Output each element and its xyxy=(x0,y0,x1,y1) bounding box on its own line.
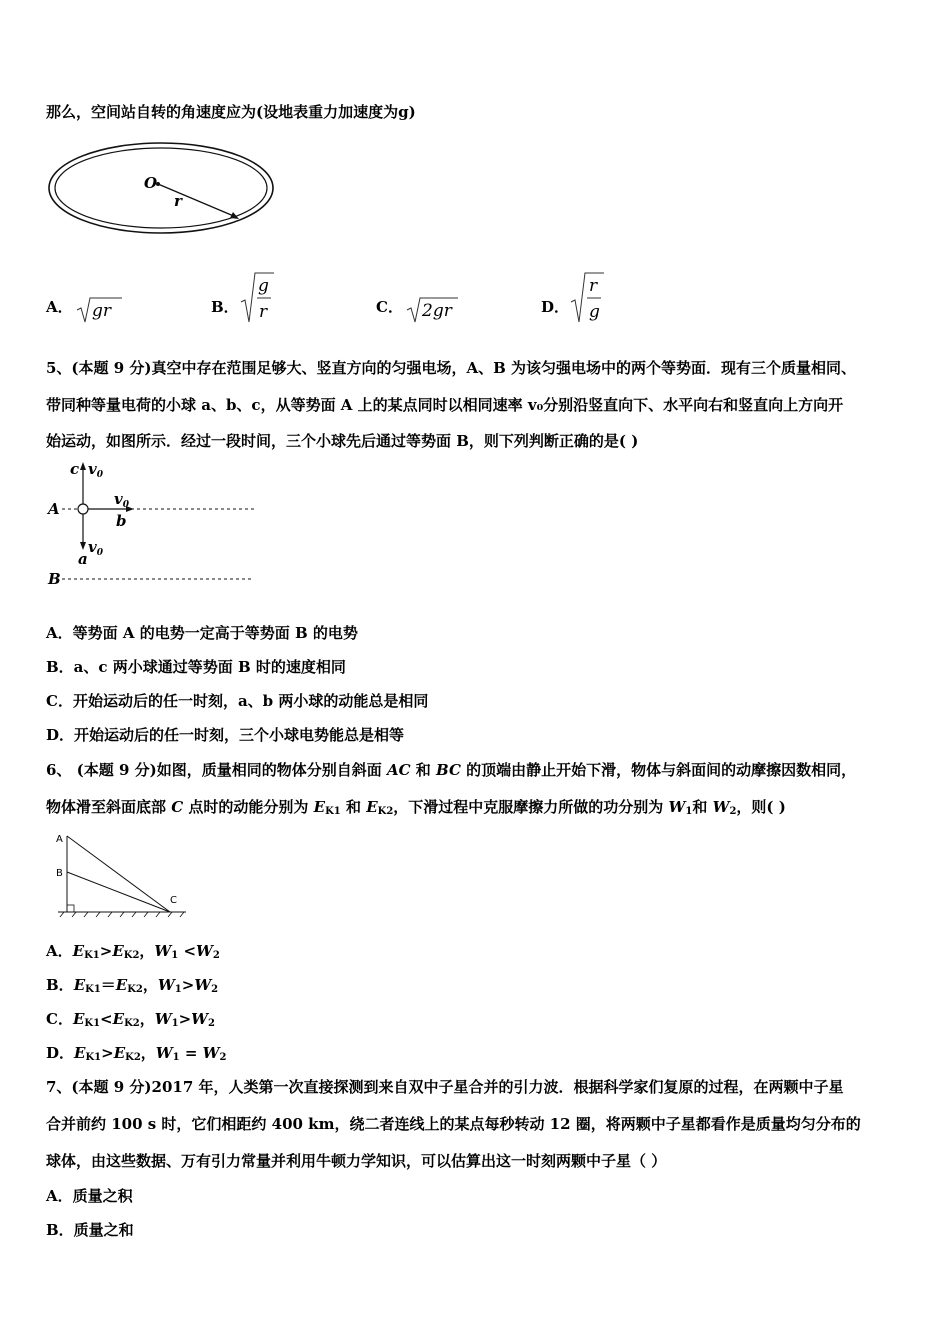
option-label: B． xyxy=(211,298,239,316)
q5-line-1: 5、(本题 9 分)真空中存在范围足够大、竖直方向的匀强电场，A、B 为该匀强电场中的两个等势面．现有三个质量相同、 xyxy=(46,359,857,377)
q6-option-b[interactable]: B．$E_{K1}=E_{K2}$，$W_1>W_2$ xyxy=(46,976,219,995)
incline-AC xyxy=(67,836,170,912)
q6-option-a[interactable]: A．$E_{K1}>E_{K2}$，$W_1 <W_2$ xyxy=(46,942,220,961)
ring-figure xyxy=(46,140,278,240)
outer-ring xyxy=(49,143,273,233)
q4-option-d-expr xyxy=(568,270,608,326)
label-c: c xyxy=(70,460,80,478)
q5-option-a[interactable]: A．等势面 A 的电势一定高于等势面 B 的电势 xyxy=(46,624,358,642)
q6-line-1: 6、 (本题 9 分)如图，质量相同的物体分别自斜面 AC 和 BC 的顶端由静止开始下滑，物体与斜面间的动摩擦因数相同， xyxy=(46,761,857,779)
q7-option-a[interactable]: A．质量之积 xyxy=(46,1187,133,1205)
q4-text: 那么，空间站自转的角速度应为(设地表重力加速度为g) xyxy=(46,103,416,121)
right-angle xyxy=(67,905,74,912)
svg-text:gr: gr xyxy=(92,301,112,321)
svg-text:r: r xyxy=(259,302,268,322)
q4-option-d[interactable] xyxy=(541,296,569,317)
q4-option-c-expr xyxy=(404,292,460,326)
svg-text:2gr: 2gr xyxy=(422,301,452,321)
radius-arrow xyxy=(158,184,236,217)
svg-text:v0: $v_0$ xyxy=(88,538,103,558)
q5-option-b[interactable]: B．a、c 两小球通过等势面 B 时的速度相同 xyxy=(46,658,346,676)
q4-option-c[interactable] xyxy=(376,296,403,317)
label-B: B xyxy=(56,868,63,879)
incline-figure xyxy=(52,828,192,920)
option-label: C． xyxy=(376,298,403,316)
svg-text:v0: $v_0$ xyxy=(114,490,129,510)
label-A: A xyxy=(48,500,60,518)
option-label: D． xyxy=(541,298,570,316)
q4-option-a[interactable] xyxy=(46,296,73,317)
svg-text:v0: $v_0$ xyxy=(88,460,103,480)
start-point xyxy=(78,504,88,514)
incline-BC xyxy=(67,872,170,912)
svg-text:g: g xyxy=(589,302,600,322)
q6-option-c[interactable]: C．$E_{K1}<E_{K2}$，$W_1>W_2$ xyxy=(46,1010,215,1029)
svg-text:r: r xyxy=(589,276,598,296)
q6-line-2: 物体滑至斜面底部 C 点时的动能分别为 $E_{K1}$ 和 $E_{K2}$，下滑过程中克服摩擦力所做的功分别为 $W_1$和 $W_2$，则( ) xyxy=(46,798,786,817)
label-b: b xyxy=(116,512,127,530)
label-B: B xyxy=(48,570,61,588)
svg-text:g: g xyxy=(258,276,269,296)
label-A: A xyxy=(56,834,63,845)
ground-hatch xyxy=(60,912,184,917)
label-C: C xyxy=(170,895,177,906)
q5-option-d[interactable]: D．开始运动后的任一时刻，三个小球电势能总是相等 xyxy=(46,726,405,744)
center-label: O xyxy=(144,174,158,192)
field-figure xyxy=(46,458,260,590)
q5-line-3: 始运动，如图所示．经过一段时间，三个小球先后通过等势面 B，则下列判断正确的是( ) xyxy=(46,432,639,450)
q4-option-b-expr xyxy=(238,270,278,326)
q7-line-1: 7、(本题 9 分)2017 年，人类第一次直接探测到来自双中子星合并的引力波．根据科学家们复原的过程，在两颗中子星 xyxy=(46,1078,844,1096)
q7-line-2: 合并前约 100 s 时，它们相距约 400 km，绕二者连线上的某点每秒转动 12 圈，将两颗中子星都看作是质量均匀分布的 xyxy=(46,1115,861,1133)
q4-option-a-expr xyxy=(74,292,124,326)
q7-option-b[interactable]: B．质量之和 xyxy=(46,1221,134,1239)
q7-line-3: 球体，由这些数据、万有引力常量并利用牛顿力学知识，可以估算出这一时刻两颗中子星（ ） xyxy=(46,1152,667,1170)
q4-option-b[interactable] xyxy=(211,296,239,317)
label-a: a xyxy=(78,550,88,568)
q5-option-c[interactable]: C．开始运动后的任一时刻，a、b 两小球的动能总是相同 xyxy=(46,692,429,710)
q5-line-2: 带同种等量电荷的小球 a、b、c，从等势面 A 上的某点同时以相同速率 v₀分别沿竖直向下、水平向右和竖直向上方向开 xyxy=(46,396,844,414)
q6-option-d[interactable]: D．$E_{K1}>E_{K2}$，$W_1 = W_2$ xyxy=(46,1044,227,1063)
radius-label: r xyxy=(174,192,182,210)
option-label: A． xyxy=(46,298,73,316)
